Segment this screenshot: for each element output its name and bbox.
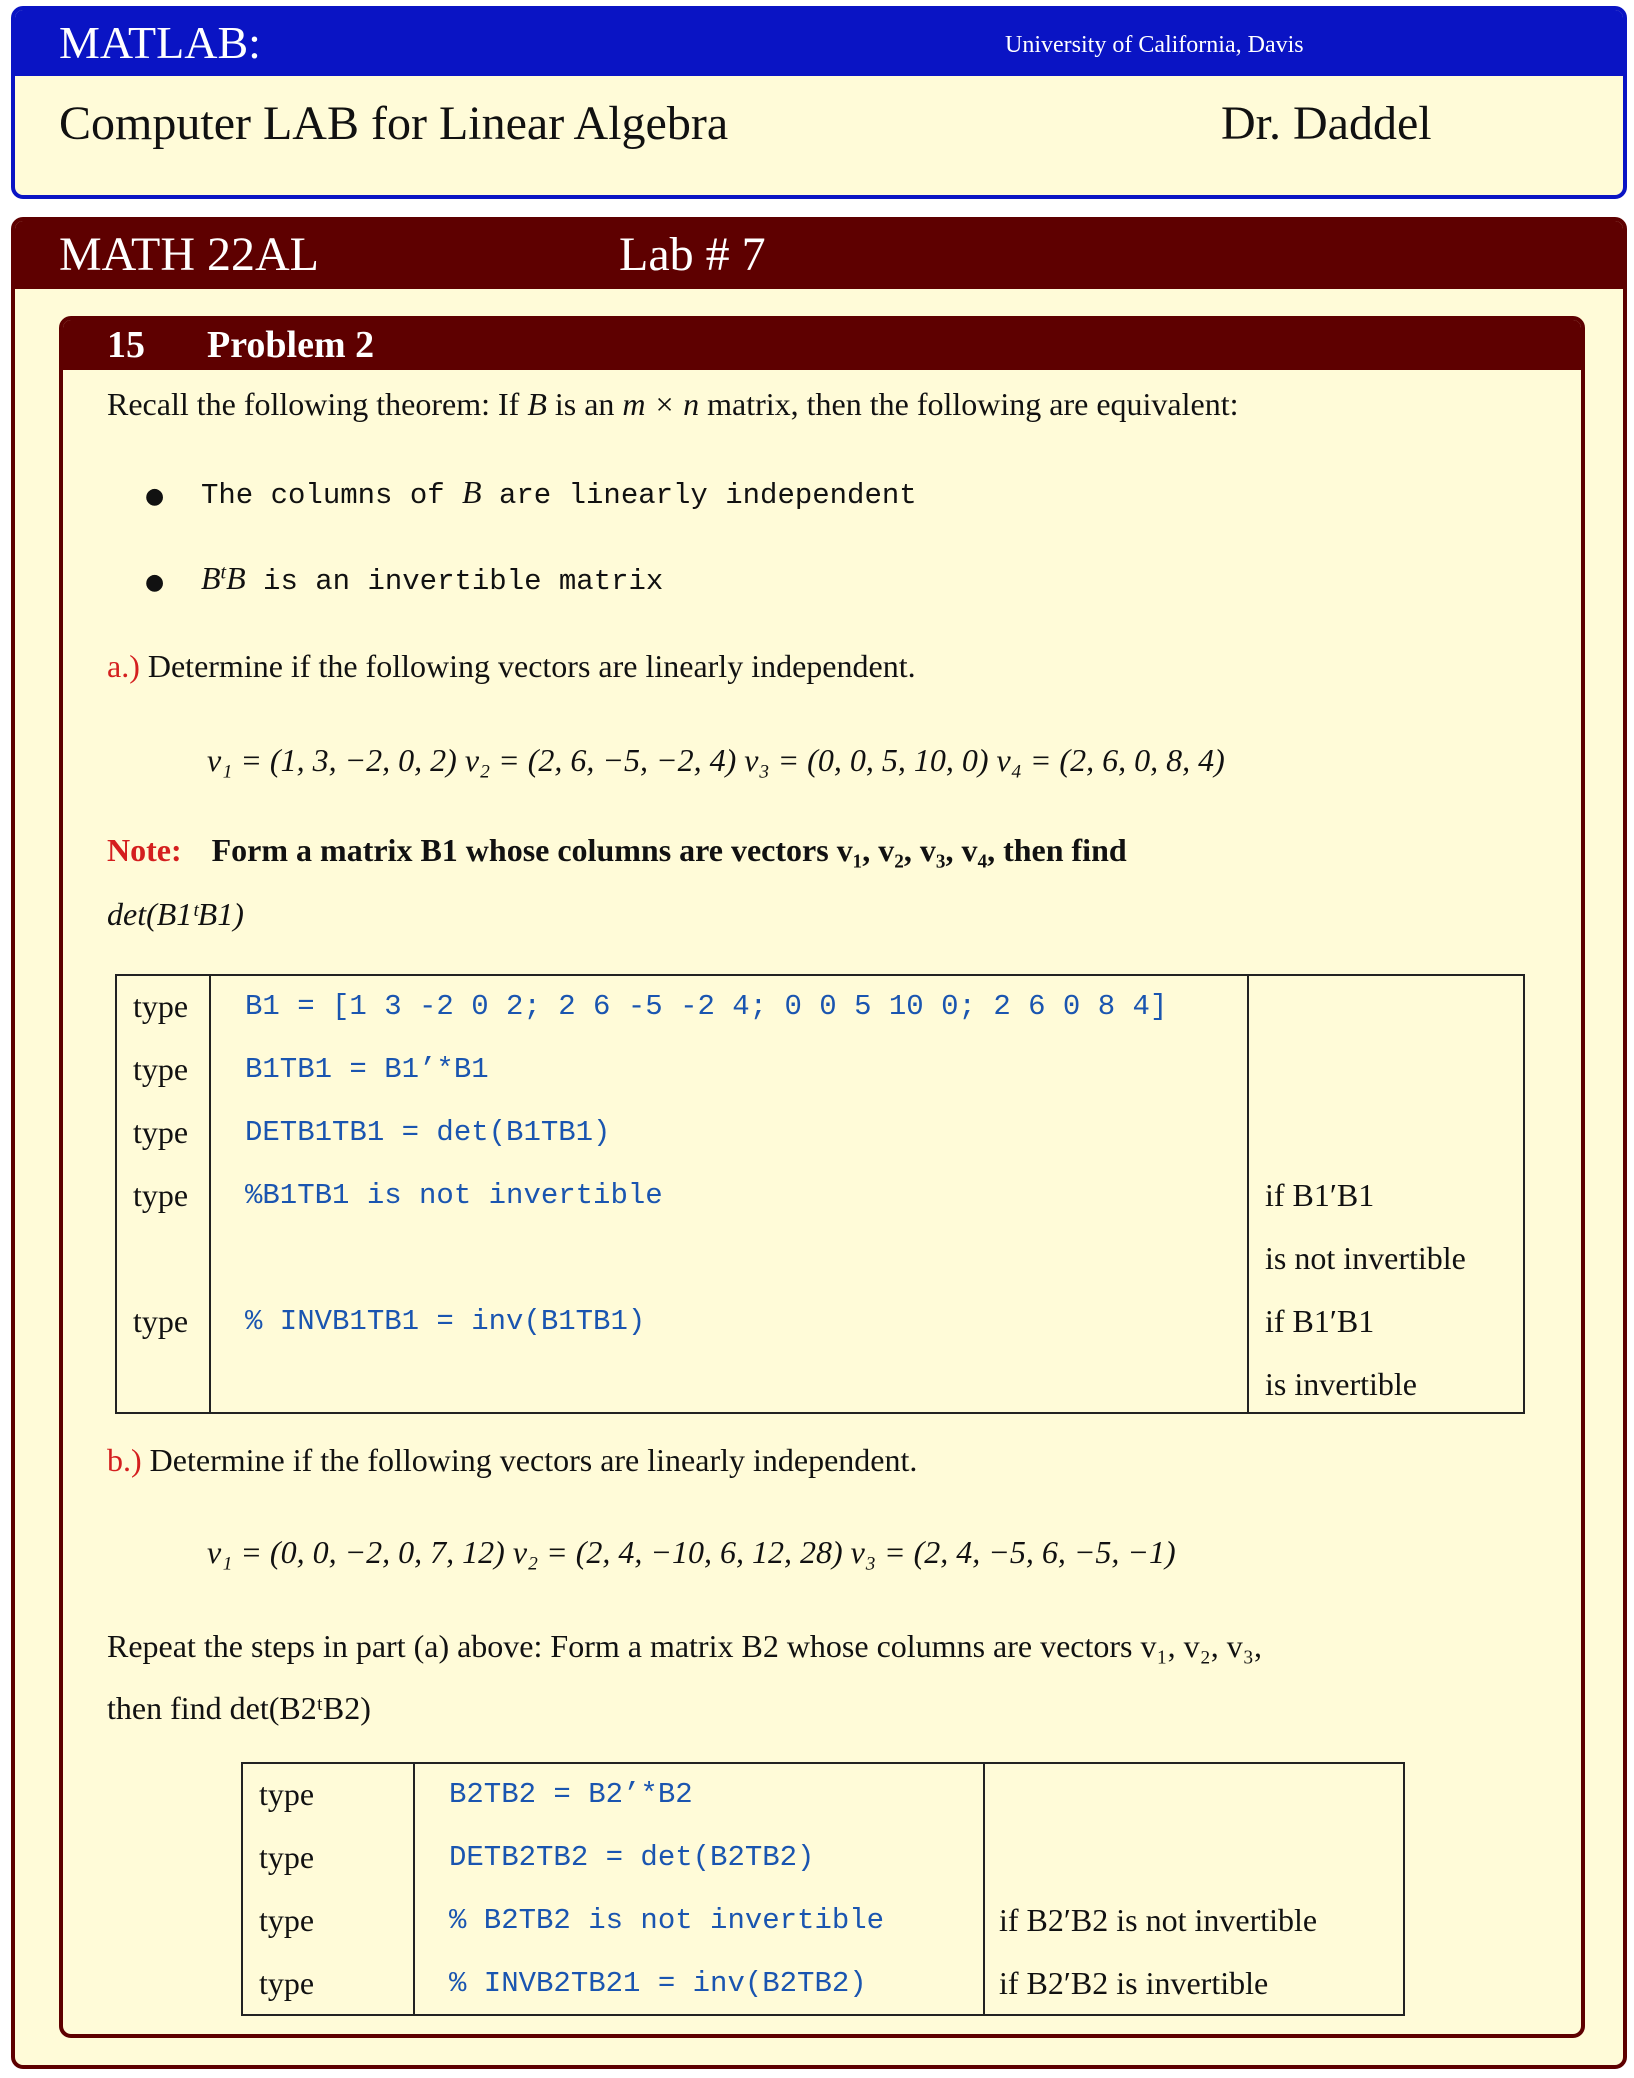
part-b-label: b.) — [107, 1442, 142, 1478]
problem-number: 15 — [107, 324, 145, 366]
note-label: Note: — [107, 832, 182, 868]
code-cell: % B2TB2 is not invertible — [449, 1904, 885, 1937]
code-cell: B1TB1 = B1’*B1 — [245, 1053, 489, 1086]
table-row-label: type — [133, 1177, 189, 1213]
code-cell: B2TB2 = B2’*B2 — [449, 1778, 693, 1811]
code-cell: % INVB2TB21 = inv(B2TB2) — [449, 1967, 867, 2000]
table-row-label: type — [259, 1776, 315, 1812]
table-row-label: type — [259, 1839, 315, 1875]
header-bar — [15, 10, 1623, 76]
code-cell: %B1TB1 is not invertible — [245, 1179, 663, 1212]
part-b-heading: b.) Determine if the following vectors are linearly independent. — [107, 1442, 918, 1478]
header-subtitle: Computer LAB for Linear Algebra — [59, 97, 729, 150]
code-cell: % INVB1TB1 = inv(B1TB1) — [245, 1305, 646, 1338]
table-row-label: type — [133, 1303, 189, 1339]
header-box — [11, 6, 1627, 199]
comment-cell: if B1′B1 — [1265, 1177, 1375, 1213]
comment-cell: if B1′B1 — [1265, 1303, 1375, 1339]
comment-cell: is not invertible — [1265, 1240, 1466, 1276]
course-bar — [15, 221, 1623, 289]
part-b-instructions-cont: then find det(B2ᵗB2) — [107, 1690, 371, 1726]
main-box — [11, 217, 1627, 2069]
part-a-vectors: v₁ = (1, 3, −2, 0, 2) v₂ = (2, 6, −5, −2, 4) v₃ = (0, 0, 5, 10, 0) v₄ = (2, 6, 0, 8, 4) — [207, 742, 1225, 778]
code-cell: DETB2TB2 = det(B2TB2) — [449, 1841, 815, 1874]
table-row-label: type — [133, 988, 189, 1024]
part-a-note-cont: det(B1ᵗB1) — [107, 896, 244, 932]
part-a-heading: a.) Determine if the following vectors are linearly independent. — [107, 648, 916, 684]
bullet-item-2: $B^tB$ is an invertible matrix — [201, 560, 664, 598]
table-row-label: type — [133, 1114, 189, 1150]
comment-cell: if B2′B2 is invertible — [999, 1965, 1269, 2001]
part-a-label: a.) — [107, 648, 140, 684]
course-name: MATH 22AL — [59, 228, 319, 281]
table-row-label: type — [259, 1965, 315, 2001]
lab-number: Lab # 7 — [619, 228, 766, 281]
bullet-marker: ● — [145, 484, 165, 509]
bullet-item-1: The columns of B are linearly independent — [201, 474, 917, 512]
table-part-a — [115, 974, 1525, 1414]
part-a-note: Note: Form a matrix B1 whose columns are vectors v₁, v₂, v₃, v₄, then find — [107, 832, 1127, 868]
problem-title: Problem 2 — [207, 324, 375, 366]
part-b-vectors: v₁ = (0, 0, −2, 0, 7, 12) v₂ = (2, 4, −10, 6, 12, 28) v₃ = (2, 4, −5, 6, −5, −1) — [207, 1534, 1176, 1570]
header-title: MATLAB: — [59, 17, 261, 68]
theorem-intro: Recall the following theorem: If B is an m × n matrix, then the following are equivalent: — [107, 386, 1239, 422]
university-name: University of California, Davis — [1005, 32, 1304, 58]
code-cell: DETB1TB1 = det(B1TB1) — [245, 1116, 611, 1149]
problem-header — [63, 320, 1581, 370]
table-row-label: type — [259, 1902, 315, 1938]
comment-cell: if B2′B2 is not invertible — [999, 1902, 1318, 1938]
author-name: Dr. Daddel — [1221, 97, 1432, 150]
table-row-label: type — [133, 1051, 189, 1087]
part-b-instructions: Repeat the steps in part (a) above: Form a matrix B2 whose columns are vectors v₁, v₂, v₃, — [107, 1628, 1262, 1664]
table-part-b — [241, 1762, 1405, 2016]
bullet-marker: ● — [145, 570, 165, 595]
comment-cell: is invertible — [1265, 1366, 1417, 1402]
problem-box — [59, 316, 1585, 2038]
code-cell: B1 = [1 3 -2 0 2; 2 6 -5 -2 4; 0 0 5 10 0; 2 6 0 8 4] — [245, 990, 1168, 1023]
